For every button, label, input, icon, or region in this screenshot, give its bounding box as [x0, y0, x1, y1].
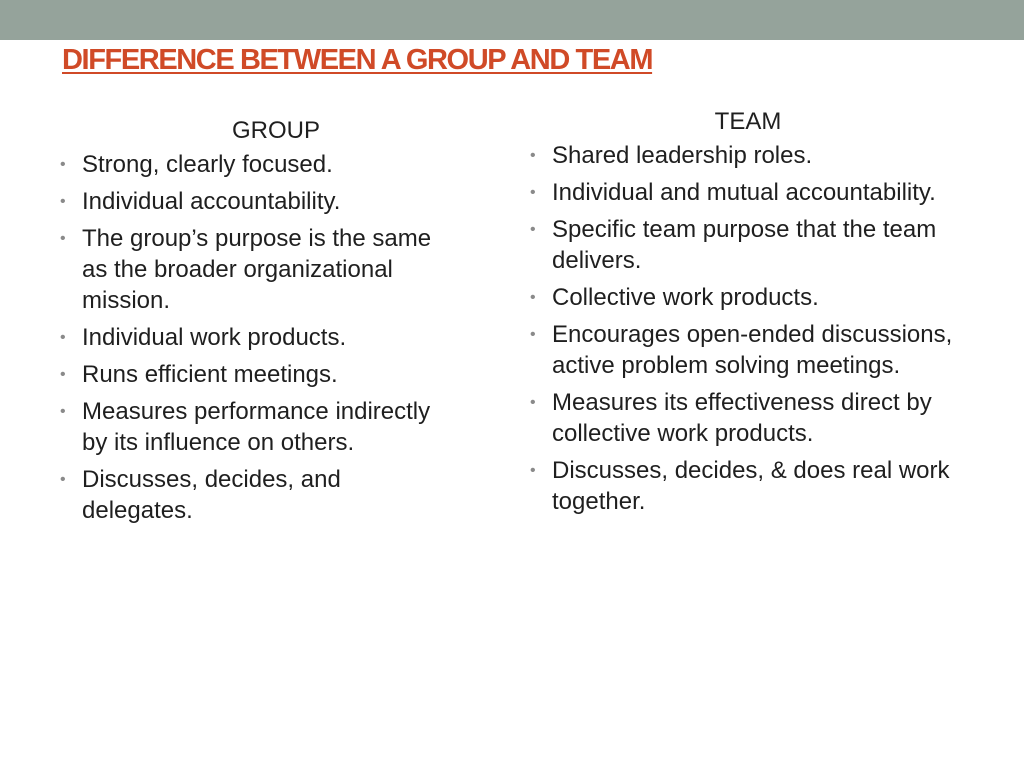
bullet-dot-icon: •	[530, 326, 536, 343]
bullet-dot-icon: •	[530, 221, 536, 238]
team-column	[528, 105, 968, 523]
group-bullet-text: Measures performance indirectly by its influence on others.	[82, 398, 431, 456]
group-bullet-text: Discusses, decides, and delegates.	[82, 466, 341, 524]
bullet-dot-icon: •	[60, 329, 66, 346]
team-bullet-text: Specific team purpose that the team delivers.	[552, 216, 937, 274]
group-bullet-item	[58, 149, 458, 180]
group-bullet-text: The group’s purpose is the same as the broader organizational mission.	[82, 225, 432, 314]
team-bullet-item	[528, 282, 968, 313]
group-bullet-item	[58, 396, 458, 458]
team-bullet-item	[528, 455, 968, 517]
team-bullet-item	[528, 387, 968, 449]
bullet-dot-icon: •	[60, 156, 66, 173]
bullet-dot-icon: •	[530, 289, 536, 306]
bullet-dot-icon: •	[60, 471, 66, 488]
team-bullet-text: Shared leadership roles.	[552, 142, 813, 169]
bullet-dot-icon: •	[530, 184, 536, 201]
team-bullet-item	[528, 319, 968, 381]
group-bullet-item	[58, 359, 458, 390]
group-bullet-item	[58, 223, 458, 316]
group-bullet-text: Strong, clearly focused.	[82, 151, 333, 178]
top-accent-bar	[0, 0, 1024, 40]
team-bullet-item	[528, 140, 968, 171]
bullet-dot-icon: •	[530, 394, 536, 411]
team-bullet-text: Discusses, decides, & does real work together.	[552, 457, 950, 515]
team-bullet-list	[528, 140, 968, 517]
group-bullet-item	[58, 186, 458, 217]
group-bullet-item	[58, 464, 458, 526]
team-bullet-text: Measures its effectiveness direct by collective work products.	[552, 389, 932, 447]
team-bullet-text: Collective work products.	[552, 284, 819, 311]
team-bullet-item	[528, 177, 968, 208]
bullet-dot-icon: •	[60, 193, 66, 210]
group-bullet-item	[58, 322, 458, 353]
bullet-dot-icon: •	[60, 403, 66, 420]
group-column	[58, 114, 458, 532]
group-bullet-text: Individual accountability.	[82, 188, 341, 215]
group-bullet-list	[58, 149, 458, 526]
team-bullet-text: Individual and mutual accountability.	[552, 179, 936, 206]
group-bullet-text: Individual work products.	[82, 324, 347, 351]
group-bullet-text: Runs efficient meetings.	[82, 361, 338, 388]
team-bullet-item	[528, 214, 968, 276]
bullet-dot-icon: •	[530, 462, 536, 479]
slide-title: DIFFERENCE BETWEEN A GROUP AND TEAM	[62, 44, 653, 76]
bullet-dot-icon: •	[60, 366, 66, 383]
bullet-dot-icon: •	[530, 147, 536, 164]
bullet-dot-icon: •	[60, 230, 66, 247]
team-bullet-text: Encourages open-ended discussions, active problem solving meetings.	[552, 321, 953, 379]
group-heading: GROUP	[231, 117, 320, 144]
team-heading: TEAM	[714, 108, 782, 135]
